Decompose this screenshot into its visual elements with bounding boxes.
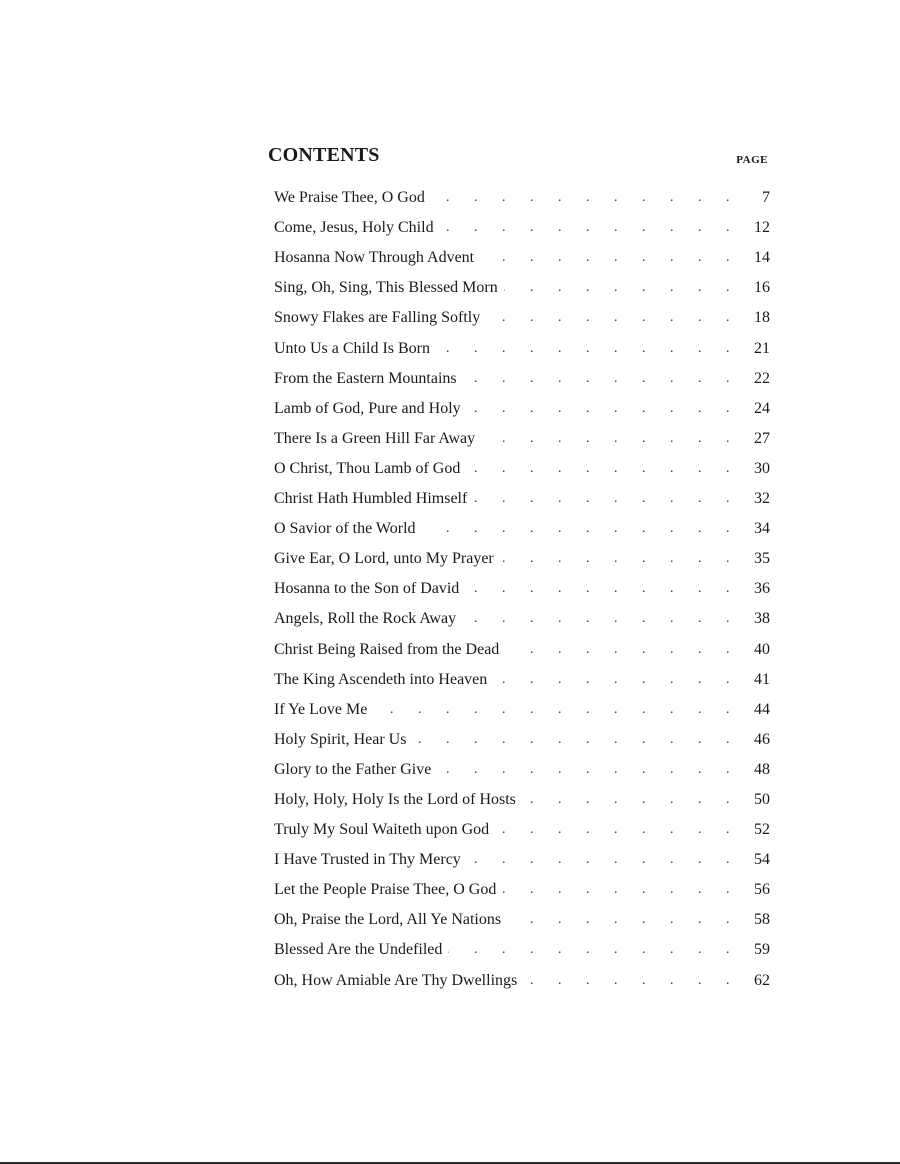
toc-entry <box>268 268 770 298</box>
toc-entry <box>268 539 770 569</box>
entry-title: Glory to the Father Give <box>274 760 437 780</box>
dot-leader <box>422 519 744 539</box>
toc-entry <box>268 810 770 840</box>
entry-page-number: 18 <box>744 308 770 328</box>
dot-leader <box>462 609 744 629</box>
entry-title: I Have Trusted in Thy Mercy <box>274 850 467 870</box>
entry-page-number: 12 <box>744 218 770 238</box>
toc-entry <box>268 900 770 930</box>
dot-leader <box>440 218 744 238</box>
toc-entry <box>268 449 770 479</box>
entry-page-number: 46 <box>744 730 770 750</box>
toc-entry <box>268 328 770 358</box>
toc-entry <box>268 930 770 960</box>
dot-leader <box>481 429 744 449</box>
dot-leader <box>463 369 744 389</box>
toc-entry <box>268 720 770 750</box>
toc-entry <box>268 509 770 539</box>
entry-title: Hosanna Now Through Advent <box>274 248 480 268</box>
entry-page-number: 40 <box>744 640 770 660</box>
entry-title: Oh, How Amiable Are Thy Dwellings <box>274 971 523 991</box>
toc-header <box>268 142 770 178</box>
toc-entry <box>268 569 770 599</box>
dot-leader <box>502 880 744 900</box>
dot-leader <box>373 700 744 720</box>
entry-title: Angels, Roll the Rock Away <box>274 609 462 629</box>
entry-page-number: 21 <box>744 339 770 359</box>
entry-page-number: 44 <box>744 700 770 720</box>
toc-entry <box>268 660 770 690</box>
entry-page-number: 7 <box>744 188 770 208</box>
entry-page-number: 62 <box>744 971 770 991</box>
entry-title: Holy Spirit, Hear Us <box>274 730 412 750</box>
entry-title: If Ye Love Me <box>274 700 373 720</box>
entry-title: Oh, Praise the Lord, All Ye Nations <box>274 910 507 930</box>
toc-entry <box>268 178 770 208</box>
entry-title: Unto Us a Child Is Born <box>274 339 436 359</box>
entry-page-number: 48 <box>744 760 770 780</box>
dot-leader <box>431 188 744 208</box>
entry-title: From the Eastern Mountains <box>274 369 463 389</box>
toc-entry <box>268 298 770 328</box>
toc-entry <box>268 479 770 509</box>
toc-entry <box>268 208 770 238</box>
entry-title: Come, Jesus, Holy Child <box>274 218 440 238</box>
toc-entry <box>268 389 770 419</box>
entry-page-number: 59 <box>744 940 770 960</box>
entry-title: Give Ear, O Lord, unto My Prayer <box>274 549 500 569</box>
dot-leader <box>437 760 744 780</box>
entry-page-number: 35 <box>744 549 770 569</box>
dot-leader <box>507 910 744 930</box>
entry-page-number: 16 <box>744 278 770 298</box>
toc-list <box>268 178 770 991</box>
entry-page-number: 34 <box>744 519 770 539</box>
entry-page-number: 38 <box>744 609 770 629</box>
dot-leader <box>505 640 744 660</box>
dot-leader <box>480 248 744 268</box>
toc-entry <box>268 750 770 780</box>
entry-page-number: 32 <box>744 489 770 509</box>
entry-title: Blessed Are the Undefiled <box>274 940 448 960</box>
dot-leader <box>523 971 744 991</box>
dot-leader <box>486 308 744 328</box>
entry-page-number: 56 <box>744 880 770 900</box>
entry-title: Christ Being Raised from the Dead <box>274 640 505 660</box>
dot-leader <box>493 670 744 690</box>
dot-leader <box>412 730 744 750</box>
toc-entry <box>268 238 770 268</box>
entry-title: Snowy Flakes are Falling Softly <box>274 308 486 328</box>
toc-title: CONTENTS <box>268 144 380 166</box>
entry-page-number: 54 <box>744 850 770 870</box>
entry-page-number: 14 <box>744 248 770 268</box>
entry-title: Truly My Soul Waiteth upon God <box>274 820 495 840</box>
dot-leader <box>522 790 744 810</box>
entry-title: The King Ascendeth into Heaven <box>274 670 493 690</box>
entry-title: O Savior of the World <box>274 519 422 539</box>
toc-entry <box>268 690 770 720</box>
dot-leader <box>466 459 744 479</box>
entry-title: Sing, Oh, Sing, This Blessed Morn <box>274 278 504 298</box>
entry-title: Hosanna to the Son of David <box>274 579 465 599</box>
entry-page-number: 50 <box>744 790 770 810</box>
entry-title: Christ Hath Humbled Himself <box>274 489 473 509</box>
toc-entry <box>268 870 770 900</box>
dot-leader <box>495 820 744 840</box>
toc-entry <box>268 359 770 389</box>
entry-page-number: 58 <box>744 910 770 930</box>
entry-page-number: 41 <box>744 670 770 690</box>
entry-title: O Christ, Thou Lamb of God <box>274 459 466 479</box>
entry-title: Let the People Praise Thee, O God <box>274 880 502 900</box>
table-of-contents <box>268 142 770 991</box>
toc-entry <box>268 960 770 990</box>
dot-leader <box>500 549 744 569</box>
toc-entry <box>268 840 770 870</box>
entry-title: We Praise Thee, O God <box>274 188 431 208</box>
entry-page-number: 24 <box>744 399 770 419</box>
dot-leader <box>465 579 744 599</box>
entry-page-number: 22 <box>744 369 770 389</box>
dot-leader <box>504 278 744 298</box>
dot-leader <box>473 489 744 509</box>
dot-leader <box>467 850 744 870</box>
entry-page-number: 30 <box>744 459 770 479</box>
entry-page-number: 27 <box>744 429 770 449</box>
entry-page-number: 52 <box>744 820 770 840</box>
toc-entry <box>268 599 770 629</box>
dot-leader <box>467 399 744 419</box>
entry-title: There Is a Green Hill Far Away <box>274 429 481 449</box>
entry-title: Lamb of God, Pure and Holy <box>274 399 467 419</box>
dot-leader <box>448 940 744 960</box>
toc-entry <box>268 780 770 810</box>
toc-entry <box>268 629 770 659</box>
entry-page-number: 36 <box>744 579 770 599</box>
dot-leader <box>436 339 744 359</box>
entry-title: Holy, Holy, Holy Is the Lord of Hosts <box>274 790 522 810</box>
page-column-label: PAGE <box>736 154 768 166</box>
toc-entry <box>268 419 770 449</box>
